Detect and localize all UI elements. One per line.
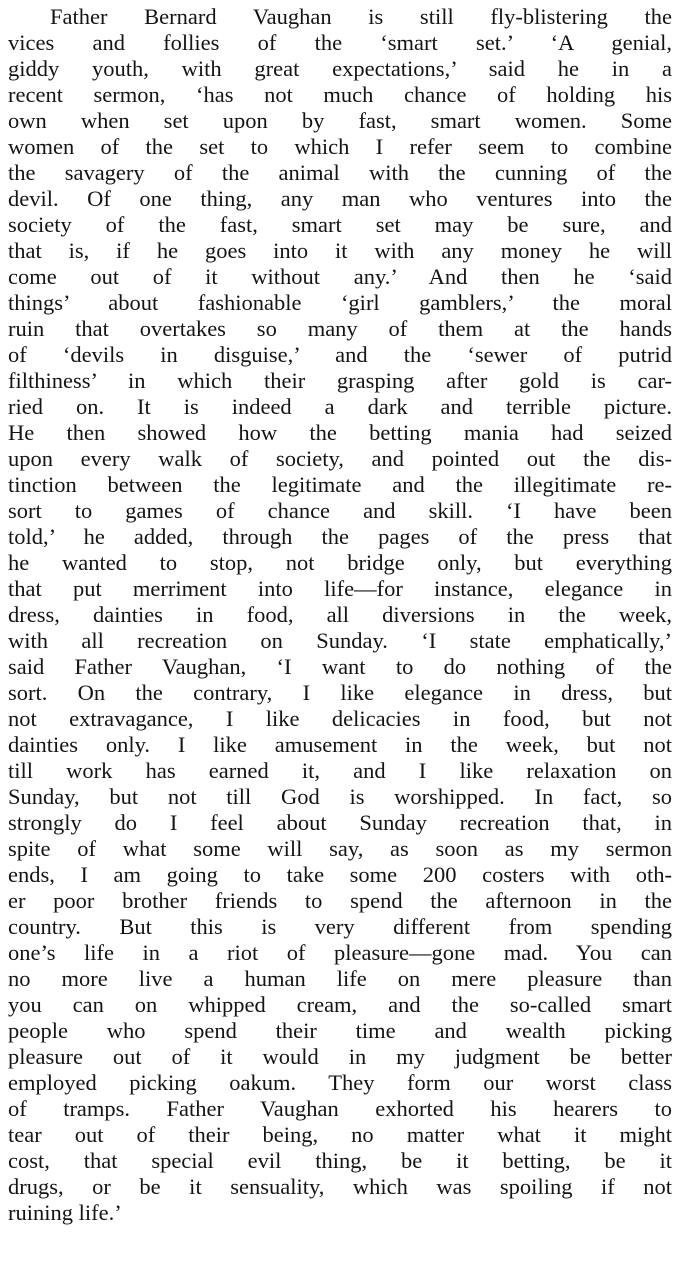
text-line: filthiness’ in which their grasping after gold is car- xyxy=(8,368,672,393)
text-line: no more live a human life on mere pleasure than xyxy=(8,966,672,991)
text-line: people who spend their time and wealth picking xyxy=(8,1018,672,1043)
text-line: society of the fast, smart set may be sure, and xyxy=(8,212,672,237)
text-line: devil. Of one thing, any man who ventures into the xyxy=(8,186,672,211)
text-line: recent sermon, ‘has not much chance of holding his xyxy=(8,82,672,107)
text-line: pleasure out of it would in my judgment be better xyxy=(8,1044,672,1069)
text-line: drugs, or be it sensuality, which was spoiling if not xyxy=(8,1174,672,1199)
text-line: employed picking oakum. They form our worst class xyxy=(8,1070,672,1095)
text-line: dainties only. I like amusement in the week, but not xyxy=(8,732,672,757)
text-line: ends, I am going to take some 200 costers with oth- xyxy=(8,862,672,887)
text-line: Sunday, but not till God is worshipped. In fact, so xyxy=(8,784,672,809)
text-line: of ‘devils in disguise,’ and the ‘sewer of putrid xyxy=(8,342,672,367)
text-line: said Father Vaughan, ‘I want to do nothing of the xyxy=(8,654,672,679)
text-line: sort. On the contrary, I like elegance in dress, but xyxy=(8,680,672,705)
text-line: things’ about fashionable ‘girl gamblers,’ the moral xyxy=(8,290,672,315)
text-line: till work has earned it, and I like relaxation on xyxy=(8,758,672,783)
text-line: tear out of their being, no matter what it might xyxy=(8,1122,672,1147)
text-line: spite of what some will say, as soon as my sermon xyxy=(8,836,672,861)
text-line: tinction between the legitimate and the illegitimate re- xyxy=(8,472,672,497)
text-line: er poor brother friends to spend the afternoon in the xyxy=(8,888,672,913)
text-line: sort to games of chance and skill. ‘I have been xyxy=(8,498,672,523)
text-line: told,’ he added, through the pages of the press that xyxy=(8,524,672,549)
text-line: He then showed how the betting mania had seized xyxy=(8,420,672,445)
text-line: you can on whipped cream, and the so-called smart xyxy=(8,992,672,1017)
text-line: not extravagance, I like delicacies in food, but not xyxy=(8,706,672,731)
text-line: women of the set to which I refer seem to combine xyxy=(8,134,672,159)
text-line: one’s life in a riot of pleasure—gone mad. You can xyxy=(8,940,672,965)
text-line: cost, that special evil thing, be it betting, be it xyxy=(8,1148,672,1173)
text-line: come out of it without any.’ And then he ‘said xyxy=(8,264,672,289)
text-line: upon every walk of society, and pointed out the dis- xyxy=(8,446,672,471)
text-line: Father Bernard Vaughan is still fly-blistering the xyxy=(50,4,672,29)
text-line: the savagery of the animal with the cunning of the xyxy=(8,160,672,185)
text-line: dress, dainties in food, all diversions in the week, xyxy=(8,602,672,627)
article-column xyxy=(8,4,672,1226)
text-line: ruin that overtakes so many of them at the hands xyxy=(8,316,672,341)
text-line: he wanted to stop, not bridge only, but everything xyxy=(8,550,672,575)
text-line: that is, if he goes into it with any money he will xyxy=(8,238,672,263)
text-line: country. But this is very different from spending xyxy=(8,914,672,939)
text-line: with all recreation on Sunday. ‘I state emphatically,’ xyxy=(8,628,672,653)
article-paragraph xyxy=(8,4,672,1226)
text-line: that put merriment into life—for instance, elegance in xyxy=(8,576,672,601)
text-line: ried on. It is indeed a dark and terrible picture. xyxy=(8,394,672,419)
text-line: own when set upon by fast, smart women. Some xyxy=(8,108,672,133)
text-line: strongly do I feel about Sunday recreation that, in xyxy=(8,810,672,835)
text-line: of tramps. Father Vaughan exhorted his hearers to xyxy=(8,1096,672,1121)
text-line: ruining life.’ xyxy=(8,1200,122,1225)
text-line: vices and follies of the ‘smart set.’ ‘A genial, xyxy=(8,30,672,55)
text-line: giddy youth, with great expectations,’ said he in a xyxy=(8,56,672,81)
